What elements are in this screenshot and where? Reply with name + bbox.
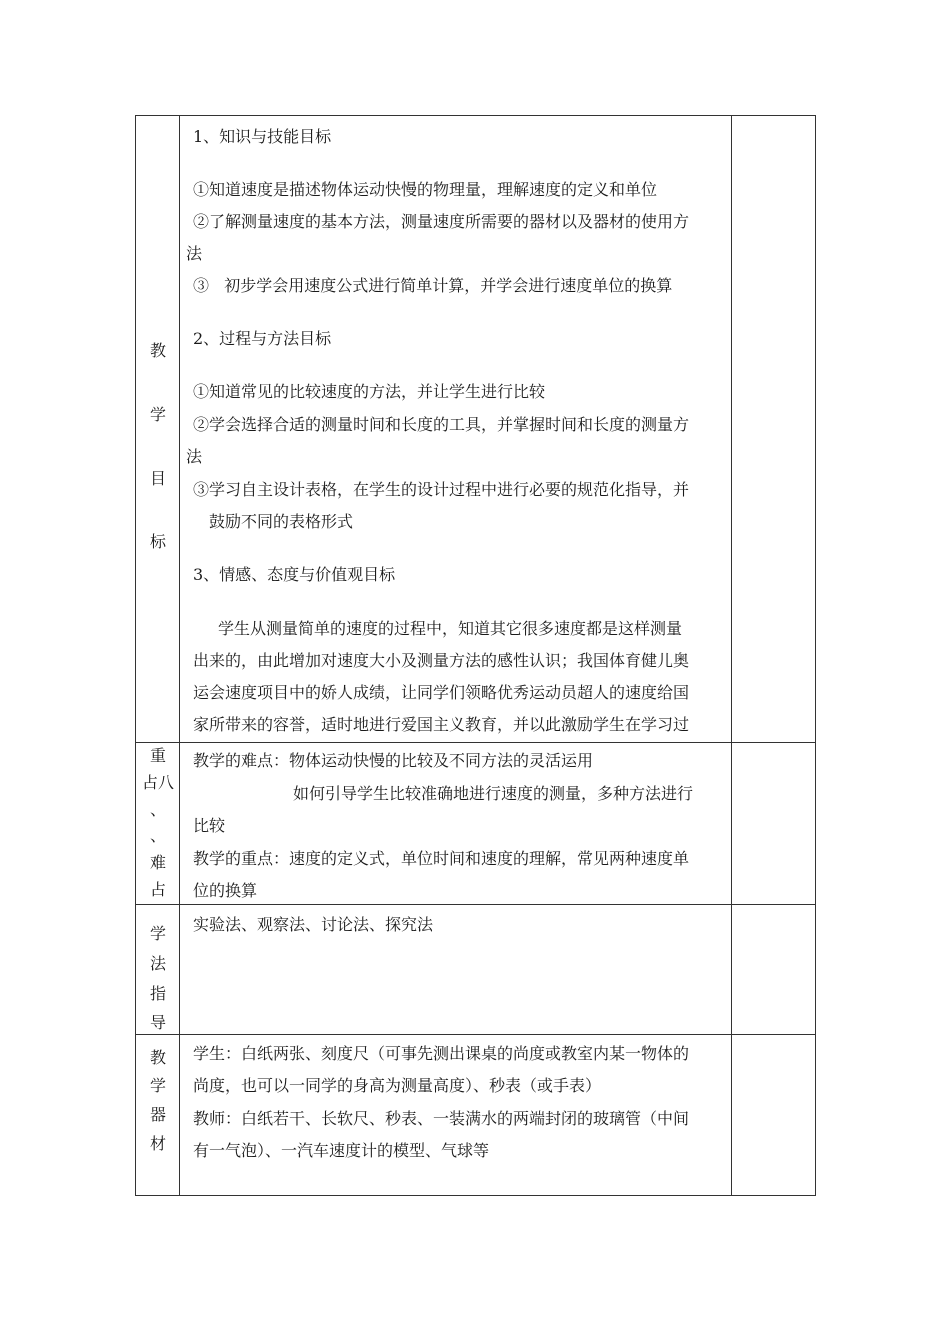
method-side-label <box>136 905 180 1034</box>
goals-item: 法 <box>186 244 203 263</box>
goals-heading-knowledge: 1、知识与技能目标 <box>193 127 332 146</box>
method-side-char: 学 <box>149 924 166 943</box>
equipment-line: 教师：白纸若干、长软尺、秒表、一装满水的两端封闭的玻璃管（中间 <box>193 1109 690 1128</box>
keypoints-side-char: 占 <box>149 880 166 899</box>
goals-item: ①知道速度是描述物体运动快慢的物理量，理解速度的定义和单位 <box>193 180 658 199</box>
difficulty-line: 如何引导学生比较准确地进行速度的测量，多种方法进行 <box>293 784 694 803</box>
method-line: 实验法、观察法、讨论法、探究法 <box>193 915 434 934</box>
goals-heading-attitude: 3、情感、态度与价值观目标 <box>193 565 396 584</box>
goals-paragraph-line: 运会速度项目中的娇人成绩，让同学们领略优秀运动员超人的速度给国 <box>193 683 690 702</box>
equipment-side-char: 学 <box>149 1076 166 1095</box>
goals-side-char: 学 <box>149 405 166 424</box>
goals-side-label <box>136 116 180 742</box>
equipment-side-label <box>136 1035 180 1197</box>
method-side-char: 法 <box>149 954 166 973</box>
goals-side-char: 教 <box>149 341 166 360</box>
lesson-plan-table <box>135 115 816 1196</box>
goals-heading-process: 2、过程与方法目标 <box>193 329 332 348</box>
keypoints-side-char: 、 <box>149 800 166 819</box>
goals-item: ①知道常见的比较速度的方法，并让学生进行比较 <box>193 382 546 401</box>
goals-item: ③ 初步学会用速度公式进行简单计算，并学会进行速度单位的换算 <box>193 276 673 295</box>
keypoints-side-char: 占八 <box>141 773 174 792</box>
goals-side-char: 标 <box>149 532 166 551</box>
goals-item: ②学会选择合适的测量时间和长度的工具，并掌握时间和长度的测量方 <box>193 415 690 434</box>
method-side-char: 指 <box>149 984 166 1003</box>
keypoint-line: 位的换算 <box>193 881 258 900</box>
goals-paragraph-line: 家所带来的容誉，适时地进行爱国主义教育，并以此激励学生在学习过 <box>193 715 690 734</box>
row-divider-3 <box>136 1034 815 1035</box>
goals-item: ②了解测量速度的基本方法，测量速度所需要的器材以及器材的使用方 <box>193 212 690 231</box>
goals-item: 法 <box>186 447 203 466</box>
row-divider-1 <box>136 742 815 743</box>
equipment-side-char: 材 <box>149 1134 166 1153</box>
equipment-side-char: 教 <box>149 1048 166 1067</box>
goals-item: ③学习自主设计表格，在学生的设计过程中进行必要的规范化指导，并 <box>193 480 690 499</box>
row-divider-2 <box>136 904 815 905</box>
goals-item: 鼓励不同的表格形式 <box>209 512 354 531</box>
difficulty-line: 比较 <box>193 816 226 835</box>
equipment-line: 尚度，也可以一同学的身高为测量高度）、秒表（或手表） <box>193 1076 602 1095</box>
keypoints-side-char: 、 <box>149 826 166 845</box>
equipment-line: 学生：白纸两张、刻度尺（可事先测出课桌的尚度或教室内某一物体的 <box>193 1044 690 1063</box>
goals-side-char: 目 <box>149 469 166 488</box>
difficulty-line: 教学的难点：物体运动快慢的比较及不同方法的灵活运用 <box>193 751 594 770</box>
method-side-char: 导 <box>149 1013 166 1032</box>
equipment-line: 有一气泡）、一汽车速度计的模型、气球等 <box>193 1141 490 1160</box>
equipment-side-char: 器 <box>149 1105 166 1124</box>
keypoints-side-char: 难 <box>149 853 166 872</box>
goals-paragraph-line: 出来的，由此增加对速度大小及测量方法的感性认识；我国体育健儿奥 <box>193 651 690 670</box>
keypoint-line: 教学的重点：速度的定义式，单位时间和速度的理解，常见两种速度单 <box>193 849 690 868</box>
keypoints-side-char: 重 <box>149 746 166 765</box>
keypoints-side-label <box>136 743 180 904</box>
goals-paragraph-line: 学生从测量简单的速度的过程中，知道其它很多速度都是这样测量 <box>218 619 683 638</box>
